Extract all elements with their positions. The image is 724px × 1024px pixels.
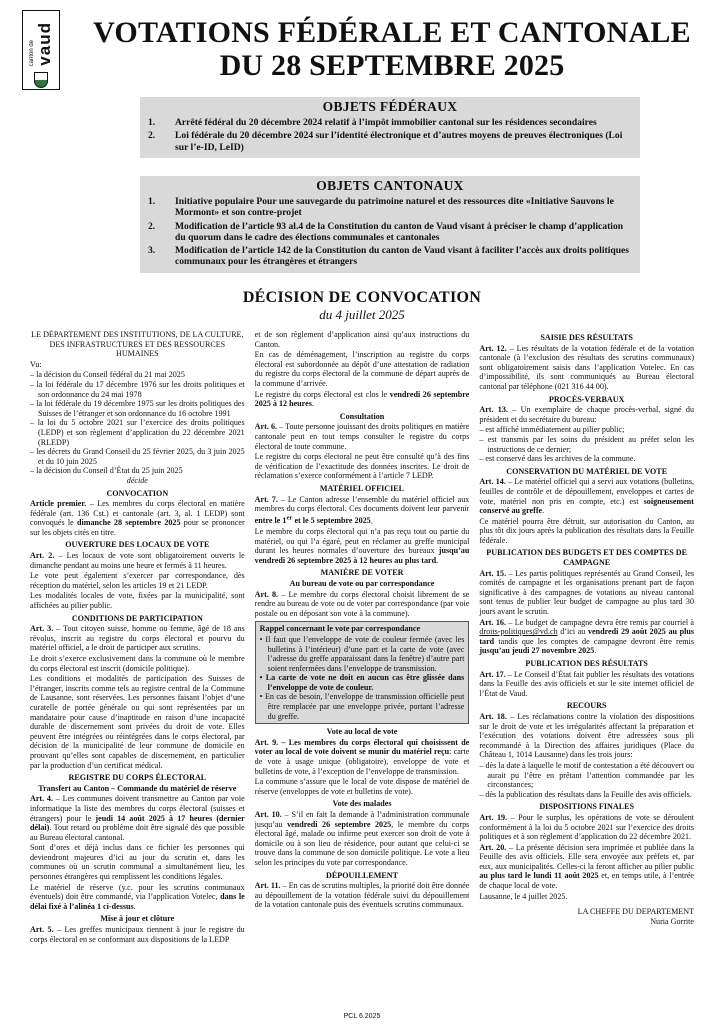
list-item: – la décision du Conseil d’État du 25 juin 2025: [30, 466, 183, 476]
federal-heading: OBJETS FÉDÉRAUX: [322, 99, 458, 114]
paragraph: En cas de déménagement, l’inscription au registre du corps électoral est subordonnée au dépôt d’une attestation de radiation du registre du corps électoral de la commune de départ auprès de la commune d’arrivée.: [254, 350, 470, 388]
vaud-crest-icon: [34, 72, 48, 88]
footer-code: PCL 6.2025: [343, 1013, 381, 1020]
paragraph: Le registre du corps électoral ne peut être consulté qu’à des fins de vérification de l’exactitude des données inscrites. Le droit de réclamation s’exerce conformément à l’article 7 LEDP.: [254, 452, 470, 481]
list-item: – dès la publication des résultats dans la Feuille des avis officiels.: [479, 789, 692, 799]
column-3: [479, 330, 694, 1010]
title-line-2: DU 28 SEPTEMBRE 2025: [219, 49, 565, 82]
section-heading: OUVERTURE DES LOCAUX DE VOTE: [65, 540, 210, 550]
federal-item: 2. Loi fédérale du 20 décembre 2024 sur l’identité électronique et d’autres moyens de preuves électroniques (Loi sur l’e-ID, LeID): [148, 130, 623, 153]
paragraph: Art. 16. – Le budget de campagne devra être remis par courriel à droits-politiques@vd.ch d’ici au vendredi 29 août 2025 au plus tard tandis que les comptes de campagne devront être remis jusqu’au jeudi 27 novembre 2025.: [479, 617, 695, 656]
section-heading: Transfert au Canton – Commande du matériel de réserve: [38, 783, 237, 793]
section-heading: PUBLICATION DES RÉSULTATS: [525, 659, 648, 668]
paragraph: Le matériel de réserve (y.c. pour les scrutins communaux éventuels) doit être commandé, via l’application Votelec, dans le délai fixé à l’alinéa 1 ci-dessus.: [30, 882, 245, 911]
decision-caption: [0, 289, 724, 323]
paragraph: Art. 19. – Pour le surplus, les opérations de vote se déroulent conformément à la loi du 5 octobre 2021 sur l’exercice des droits politiques et à son règlement d’application du 22 décembre 2021.: [479, 812, 695, 842]
decision-date: du 4 juillet 2025: [319, 307, 405, 322]
section-heading: Mise à jour et clôture: [100, 914, 175, 924]
column-2: [255, 330, 470, 1010]
list-item: – est affiché immédiatement au pilier public;: [479, 425, 625, 435]
list-item: • En cas de besoin, l’enveloppe de transmission officielle peut être remplacée par une enveloppe privée, portant l’adresse du greffe.: [259, 692, 465, 721]
bullet-list: [479, 761, 694, 799]
paragraph: Les modalités locales de vote, fixées par la municipalité, sont affichées au pilier public.: [30, 591, 245, 611]
paragraph: Art. 20. – La présente décision sera imprimée et publiée dans la Feuille des avis officiels. Elle sera envoyée aux préfets et, par eux, aux municipalités. Celles-ci la feront afficher au pilier public au plus tard le lundi 11 août 2025 et, en temps utile, à l’entrée de chaque local de vote.: [479, 842, 695, 891]
paragraph: Vu:: [30, 359, 42, 369]
federal-item: 1. Arrêté fédéral du 20 décembre 2024 relatif à l’impôt immobilier cantonal sur les résidences secondaires: [148, 117, 597, 128]
paragraph: Art. 2. – Les locaux de vote sont obligatoirement ouverts le dimanche pendant au moins une heure et fermés à 11 heures.: [30, 551, 245, 570]
list-item: – la décision du Conseil fédéral du 21 mai 2025: [30, 370, 185, 380]
paragraph: Art. 14. – Le matériel officiel qui a servi aux votations (bulletins, feuilles de contrôle et de dépouillement, enveloppes et cartes de vote, matériel non pris en compte, etc.) est soigneusement conservé au greffe.: [479, 477, 695, 516]
paragraph: et de son règlement d’application ainsi qu’aux instructions du Canton.: [254, 330, 470, 349]
paragraph: Le vote peut également s’exercer par correspondance, dès réception du matériel, selon les articles 19 et 21 LEDP.: [30, 571, 245, 590]
logo-big-text: vaud: [35, 22, 54, 66]
list-item: – est transmis par les soins du président au préfet selon les instructions de ce dernier;: [479, 434, 695, 454]
paragraph: Art. 11. – En cas de scrutins multiples, la priorité doit être donnée au dépouillement de la votation fédérale suivi du dépouillement de la votation cantonale puis des éventuels scrutins communaux.: [254, 881, 470, 910]
paragraph: Article premier. – Les membres du corps électoral en matière fédérale (art. 136 Cst.) et cantonale (art. 3, al. 1 LEDP) sont convoqués le dimanche 28 septembre 2025 pour se prononcer sur les objets cités en titre.: [30, 499, 245, 537]
column-1: [30, 330, 245, 1010]
paragraph: Art. 7. – Le Canton adresse l’ensemble du matériel officiel aux membres du corps électoral. Ces documents doivent leur parvenir entre le 1er et le 5 septembre 2025.: [254, 494, 470, 526]
canton-vaud-logo: [22, 10, 60, 90]
list-item: • Il faut que l’enveloppe de vote de couleur fermée (avec les bulletins à l’intérieur) d’une part et la carte de vote (avec l’adresse du greffe apparaissant dans la fenêtre) d’autre part soient renfermées dans l’enveloppe de transmission.: [259, 634, 465, 673]
list-item: – la loi fédérale du 17 décembre 1976 sur les droits politiques et son ordonnance du 24 mai 1978: [30, 379, 245, 399]
paragraph: Art. 3. – Tout citoyen suisse, homme ou femme, âgé de 18 ans révolus, inscrit au registre du corps électoral et pourvu du matériel officiel, a le droit de participer aux scrutins.: [30, 624, 245, 653]
paragraph: Art. 12. – Les résultats de la votation fédérale et de la votation cantonale (à l’exclusion des résultats des scrutins communaux) sont obligatoirement saisis dans l’application Votelec. En cas d’impossibilité, ils sont communiqués au Bureau électoral cantonal par téléphone (021 316 44 00).: [479, 343, 695, 391]
section-heading: RECOURS: [566, 701, 607, 711]
list-item: – est conservé dans les archives de la commune.: [479, 454, 636, 464]
paragraph: Art. 4. – Les communes doivent transmettre au Canton par voie informatique la liste des membres du corps électoral (suisses et étrangers) pour le jeudi 14 août 2025 à 17 heures (dernier délai). Tout retard ou problème doit être signalé dès que possible au Bureau électoral cantonal.: [30, 794, 245, 842]
list-item: – les décrets du Grand Conseil du 25 février 2025, du 3 juin 2025 et du 10 juin 2025: [30, 447, 245, 466]
list-item: – dès la date à laquelle le motif de contestation a été découvert ou aurait pu l’être en prêtant l’attention commandée par les circonstances;: [479, 760, 695, 790]
paragraph: Art. 6. – Toute personne jouissant des droits politiques en matière cantonale peut en tout temps consulter le registre du corps électoral de toute commune.: [254, 422, 470, 451]
paragraph: Sont d’ores et déjà inclus dans ce fichier les personnes qui deviendront majeures d’ici au jour du scrutin et, dans les communes où un scrutin communal a simultanément lieu, les personnes étrangères qui remplissent les conditions légales.: [30, 843, 245, 882]
federal-objects-box: [140, 97, 640, 158]
signature: LA CHEFFE DU DEPARTEMENT Nuria Gorrite: [577, 907, 695, 926]
section-heading: CONVOCATION: [106, 488, 169, 498]
section-heading: Consultation: [339, 411, 385, 421]
cantonal-item: 1. Initiative populaire Pour une sauvegarde du patrimoine naturel et des ressources dite «Initiative Sauvons le Mormont» et son contre-projet: [148, 196, 614, 219]
paragraph: Art. 15. – Les partis politiques représentés au Grand Conseil, les comités de campagne et les organisations prenant part de façon significative à des campagnes de votations au niveau cantonal sont tenus de publier leur budget de campagne au plus tard 30 jours avant le scrutin.: [479, 568, 695, 617]
paragraph: Le droit s’exerce exclusivement dans la commune où le membre du corps électoral est inscrit (domicile politique).: [30, 654, 245, 673]
cantonal-objects-box: [140, 176, 640, 273]
paragraph: décide: [126, 475, 148, 485]
list-item: Rappel concernant le vote par correspondance: [259, 624, 421, 634]
section-heading: CONDITIONS DE PARTICIPATION: [71, 613, 203, 623]
paragraph: Art. 8. – Le membre du corps électoral choisit librement de se rendre au bureau de vote ou de voter par correspondance (par voie postale ou en déposant son vote à la commune).: [254, 589, 470, 618]
list-item: • La carte de vote ne doit en aucun cas être glissée dans l’enveloppe de vote de couleur.: [259, 673, 465, 692]
cantonal-item: 3. Modification de l’article 142 de la Constitution du canton de Vaud visant à faciliter l’accès aux droits politiques communaux pour les étrangères et étrangers: [148, 245, 630, 268]
correspondence-reminder-box: [255, 621, 470, 724]
section-heading: MATÉRIEL OFFICIEL: [319, 483, 405, 493]
section-heading: Vote des malades: [332, 799, 392, 809]
paragraph: Les conditions et modalités de participation des Suisses de l’étranger, inscrits comme tels au registre central de la Commune de Lausanne, sont réservées. Les personnes faisant l’objet d’une curatelle de portée générale ou qui sont représentées par un mandataire pour cause d’inaptitude en raison d’une incapacité durable de discernement sont privées du droit de vote. Elles peuvent être intégrées ou réintégrées dans le corps électoral, par décision de la municipalité de leur commune de domicile en prouvant qu’elles sont capables de discernement, en particulier par la production d’un certificat médical.: [30, 674, 245, 770]
logo-small-text: canton de: [29, 39, 35, 66]
section-heading: CONSERVATION DU MATÉRIEL DE VOTE: [506, 466, 668, 476]
cantonal-heading: OBJETS CANTONAUX: [316, 178, 464, 193]
section-heading: DISPOSITIONS FINALES: [539, 802, 635, 812]
title-line-1: VOTATIONS FÉDÉRALE ET CANTONALE: [93, 16, 691, 49]
paragraph: Art. 10. – S’il en fait la demande à l’administration communale jusqu’au vendredi 26 septembre 2025, le membre du corps électoral âgé, malade ou infirme peut exercer son droit de vote à domicile ou à son lieu de résidence, pour autant que celui-ci se trouve dans la commune de son domicile politique. Le vote a lieu selon les principes du vote par correspondance.: [254, 810, 470, 867]
cantonal-item: 2. Modification de l’article 93 al.4 de la Constitution du canton de Vaud visant à préciser le champ d’application du quorum dans le cadre des élections communales et cantonales: [148, 220, 624, 243]
section-heading: PROCÈS-VERBAUX: [548, 394, 625, 404]
section-heading: SAISIE DES RÉSULTATS: [540, 333, 633, 342]
decision-body: [30, 330, 694, 1010]
decision-heading: DÉCISION DE CONVOCATION: [242, 289, 482, 306]
section-heading: REGISTRE DU CORPS ÉLECTORAL: [68, 773, 207, 783]
paragraph: Lausanne, le 4 juillet 2025.: [479, 891, 568, 901]
list-item: – la loi fédérale du 19 décembre 1975 sur les droits politiques des Suisses de l’étranger et son ordonnance du 16 octobre 1991: [30, 399, 245, 418]
section-heading: DÉPOUILLEMENT: [326, 870, 398, 880]
paragraph: LE DÉPARTEMENT DES INSTITUTIONS, DE LA CULTURE, DES INFRASTRUCTURES ET DES RESSOURCES HUMAINES: [31, 330, 244, 359]
paragraph: La commune s’assure que le local de vote dispose de matériel de réserve (enveloppes de vote et bulletins de vote).: [254, 777, 470, 796]
section-heading: Au bureau de vote ou par correspondance: [289, 578, 435, 588]
section-heading: Vote au local de vote: [326, 727, 398, 737]
bullet-list: [30, 370, 245, 476]
bullet-list: [479, 425, 694, 463]
paragraph: Art. 18. – Les réclamations contre la violation des dispositions sur le droit de vote et les irrégularités affectant la préparation et l’exécution des votations doivent être adressées sous pli recommandé à la Direction des affaires juridiques (Place du Château 1, 1014 Lausanne) dans les trois jours:: [479, 711, 695, 760]
section-heading: PUBLICATION DES BUDGETS ET DES COMPTES DE CAMPAGNE: [486, 548, 688, 568]
paragraph: Ce matériel pourra être détruit, sur autorisation du Canton, au plus tôt dix jours après la publication des résultats dans la Feuille fédérale.: [479, 516, 695, 545]
paragraph: Art. 13. – Un exemplaire de chaque procès-verbal, signé du président et du secrétaire du bureau:: [479, 405, 695, 424]
paragraph: Le registre du corps électoral est clos le vendredi 26 septembre 2025 à 12 heures.: [254, 389, 470, 409]
paragraph: Art. 17. – Le Conseil d’État fait publier les résultats des votations dans la Feuille des avis officiels et sur le site internet officiel de l’État de Vaud.: [479, 669, 695, 698]
paragraph: Art. 5. – Les greffes municipaux tiennent à jour le registre du corps électoral en se conformant aux dispositions de la LEDP: [30, 925, 245, 944]
paragraph: Le membre du corps électoral qui n’a pas reçu tout ou partie du matériel, ou qui l’a égaré, peut en réclamer au greffe municipal durant les heures normales d’ouverture des bureaux jusqu’au vendredi 26 septembre 2025 à 12 heures au plus tard.: [254, 526, 470, 565]
page-title: [80, 16, 704, 82]
list-item: – la loi du 5 octobre 2021 sur l’exercice des droits politiques (LEDP) et son règlement d’application du 22 décembre 2021 (RLEDP): [30, 418, 245, 447]
paragraph: Art. 9. – Les membres du corps électoral qui choisissent de voter au local de vote doivent se munir du matériel reçu: carte de vote à usage unique (obligatoire), enveloppe de vote et bulletins de vote, à l’exception de l’enveloppe de transmission.: [254, 737, 470, 776]
section-heading: MANIÈRE DE VOTER: [320, 568, 404, 578]
